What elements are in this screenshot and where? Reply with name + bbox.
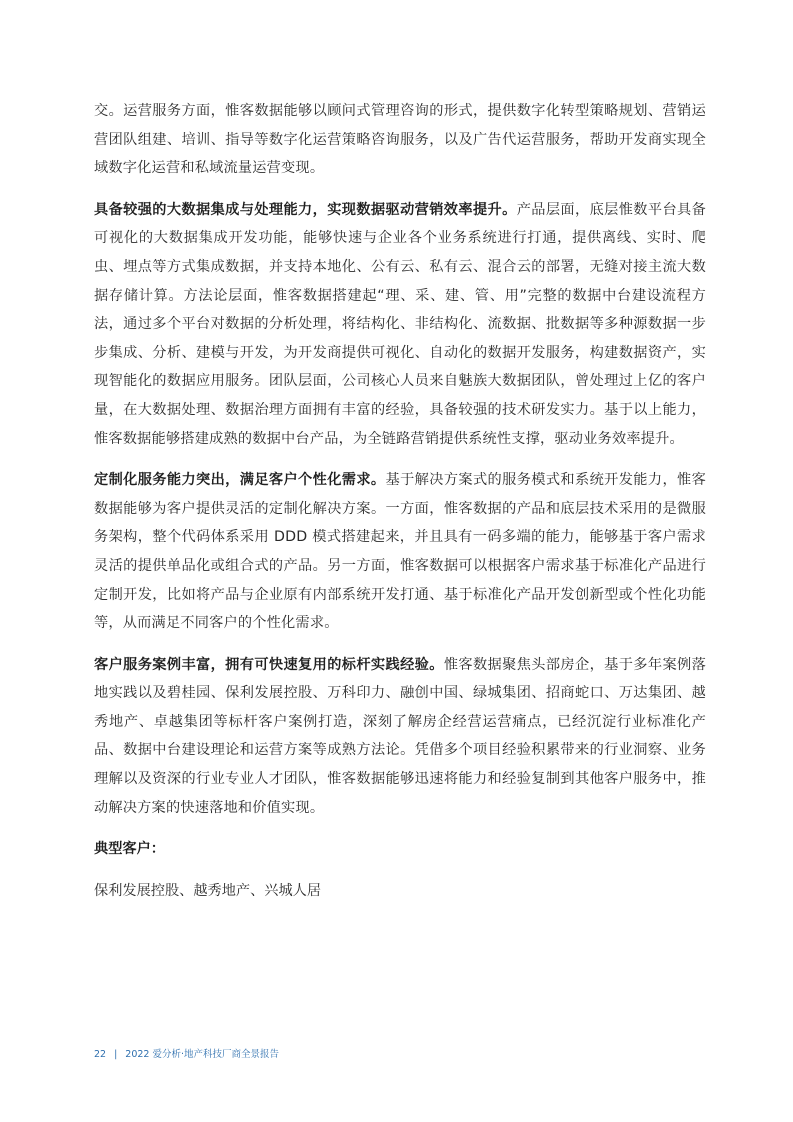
paragraph-text: 交。运营服务方面，惟客数据能够以顾问式管理咨询的形式，提供数字化转型策略规划、营销运营团队组建、培训、指导等数字化运营策略咨询服务，以及广告代运营服务，帮助开发商实现全域数字化运营和私域流量运营变现。 <box>94 103 706 177</box>
paragraph-lead: 具备较强的大数据集成与处理能力，实现数据驱动营销效率提升。 <box>94 201 517 218</box>
paragraph-customization <box>94 466 706 638</box>
paragraph-text: 产品层面，底层惟数平台具备可视化的大数据集成开发功能，能够快速与企业各个业务系统进行打通，提供离线、实时、爬虫、埋点等方式集成数据，并支持本地化、公有云、私有云、混合云的部署，无缝对接主流大数据存储计算。方法论层面，惟客数据搭建起“理、采、建、管、用”完整的数据中台建设流程方法，通过多个平台对数据的分析处理，将结构化、非结构化、流数据、批数据等多种源数据一步步集成、分析、建模与开发，为开发商提供可视化、自动化的数据开发服务，构建数据资产，实现智能化的数据应用服务。团队层面，公司核心人员来自魅族大数据团队，曾处理过上亿的客户量，在大数据处理、数据治理方面拥有丰富的经验，具备较强的技术研发实力。基于以上能力，惟客数据能够搭建成熟的数据中台产品，为全链路营销提供系统性支撑，驱动业务效率提升。 <box>94 201 706 447</box>
paragraph-big-data <box>94 196 706 453</box>
paragraph-lead: 定制化服务能力突出，满足客户个性化需求。 <box>94 472 386 489</box>
paragraph-text: 基于解决方案式的服务模式和系统开发能力，惟客数据能够为客户提供灵活的定制化解决方案。一方面，惟客数据的产品和底层技术采用的是微服务架构，整个代码体系采用 DDD 模式搭建起来，并且具有一码多端的能力，能够基于客户需求灵活的提供单品化或组合式的产品。另一方面，惟客数据可以根据客户需求基于标准化产品进行定制开发，比如将产品与企业原有内部系统开发打通、基于标准化产品开发创新型或个性化功能等，从而满足不同客户的个性化需求。 <box>94 472 706 632</box>
typical-clients-list: 保利发展控股、越秀地产、兴城人居 <box>94 882 322 899</box>
footer-separator: | <box>114 1049 118 1060</box>
paragraph-lead: 客户服务案例丰富，拥有可快速复用的标杆实践经验。 <box>94 656 444 673</box>
report-body <box>94 97 706 905</box>
page-number: 22 <box>94 1049 107 1060</box>
paragraph-client-cases <box>94 651 706 823</box>
paragraph-text: 惟客数据聚焦头部房企，基于多年案例落地实践以及碧桂园、保利发展控股、万科印力、融创中国、绿城集团、招商蛇口、万达集团、越秀地产、卓越集团等标杆客户案例打造，深刻了解房企经营运营痛点，已经沉淀行业标准化产品、数据中台建设理论和运营方案等成熟方法论。凭借多个项目经验积累带来的行业洞察、业务理解以及资深的行业专业人才团队，惟客数据能够迅速将能力和经验复制到其他客户服务中，推动解决方案的快速落地和价值实现。 <box>94 656 706 816</box>
page-footer <box>94 1046 279 1060</box>
report-title: 2022 爱分析·地产科技厂商全景报告 <box>125 1049 280 1060</box>
typical-clients-heading: 典型客户： <box>94 841 165 858</box>
paragraph-operations-service <box>94 97 706 183</box>
